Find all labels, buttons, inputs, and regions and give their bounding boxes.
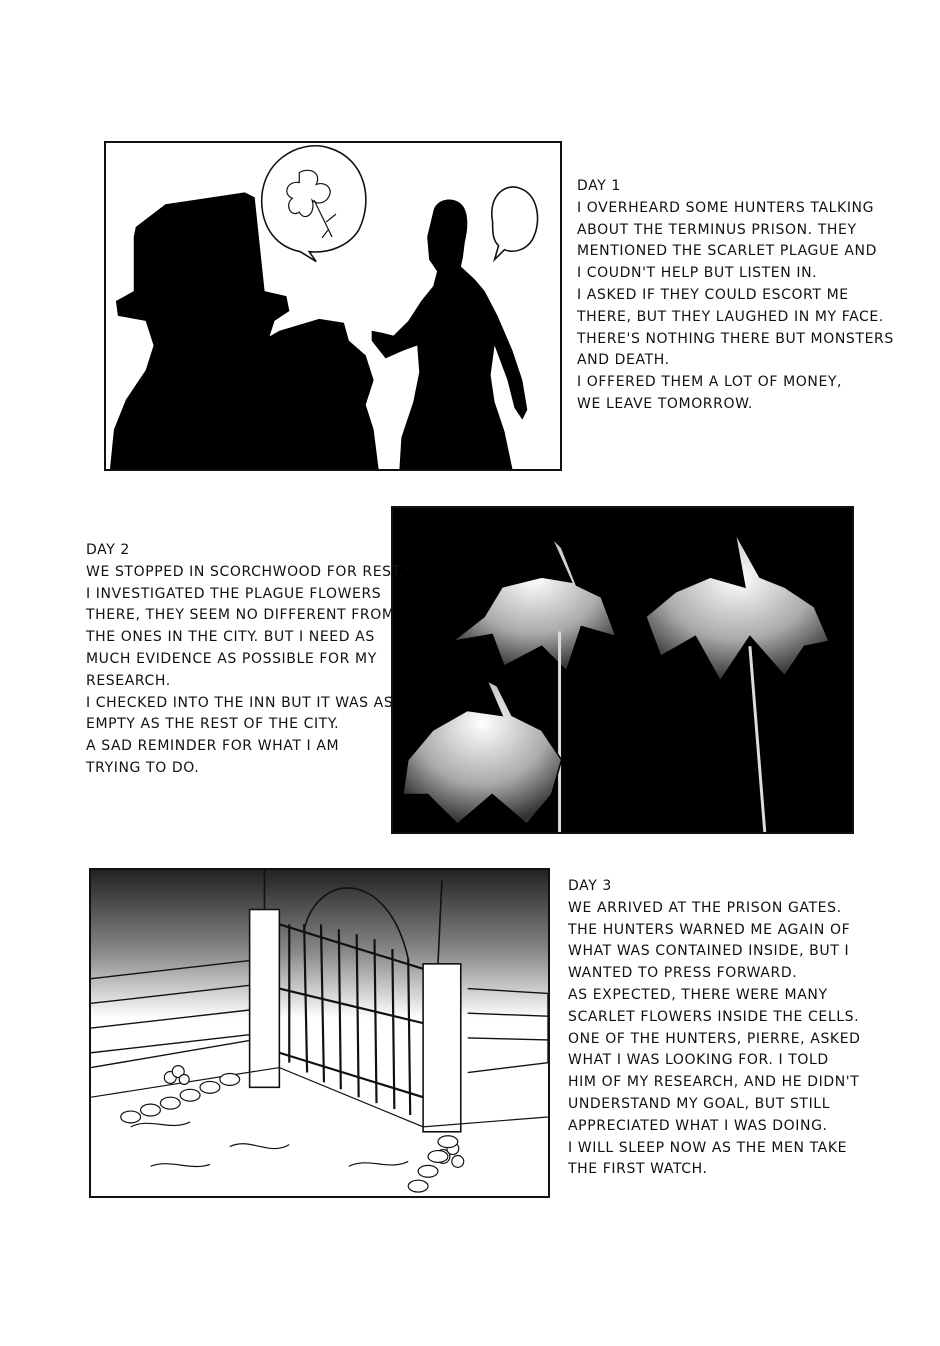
entry-line: TRYING TO DO. [86, 759, 200, 776]
flower-right [646, 533, 829, 832]
speech-bubble-flower [262, 146, 366, 262]
entry-line: AS EXPECTED, THERE WERE MANY [568, 986, 828, 1003]
entry-line: EMPTY AS THE REST OF THE CITY. [86, 716, 340, 733]
panel-plague-flowers [391, 506, 854, 834]
entry-line: ONE OF THE HUNTERS, PIERRE, ASKED [568, 1030, 861, 1047]
entry-line: THE HUNTERS WARNED ME AGAIN OF [568, 921, 851, 938]
entry-line: APPRECIATED WHAT I WAS DOING. [568, 1117, 828, 1134]
entry-line: SCARLET FLOWERS INSIDE THE CELLS. [568, 1008, 860, 1025]
journal-entry-day-3 [568, 876, 861, 1181]
journal-entry-day-2 [86, 540, 404, 780]
stone-border-right [408, 1136, 458, 1192]
entry-day-label: DAY 1 [577, 178, 621, 194]
entry-line: THE FIRST WATCH. [568, 1161, 708, 1178]
entry-line: MENTIONED THE SCARLET PLAGUE AND [577, 243, 877, 260]
entry-line: THERE'S NOTHING THERE BUT MONSTERS [577, 330, 894, 347]
entry-line: I OFFERED THEM A LOT OF MONEY, [577, 374, 843, 391]
cobblestone-ground [91, 1068, 548, 1167]
entry-day-label: DAY 2 [86, 542, 130, 558]
entry-line: HIM OF MY RESEARCH, AND HE DIDN'T [568, 1074, 860, 1091]
entry-line: AND DEATH. [577, 352, 670, 369]
entry-line: I INVESTIGATED THE PLAGUE FLOWERS [86, 585, 382, 602]
entry-line: WE LEAVE TOMORROW. [577, 395, 753, 412]
entry-line: A SAD REMINDER FOR WHAT I AM [86, 738, 340, 755]
entry-line: WHAT I WAS LOOKING FOR. I TOLD [568, 1052, 829, 1069]
entry-line: I OVERHEARD SOME HUNTERS TALKING [577, 199, 875, 216]
panel-prison-gates [89, 868, 550, 1198]
entry-line: ABOUT THE TERMINUS PRISON. THEY [577, 221, 857, 238]
entry-line: UNDERSTAND MY GOAL, BUT STILL [568, 1095, 831, 1112]
entry-line: WE STOPPED IN SCORCHWOOD FOR REST. [86, 563, 405, 580]
speech-bubble-empty [492, 187, 538, 260]
entry-line: RESEARCH. [86, 672, 171, 689]
entry-line: WE ARRIVED AT THE PRISON GATES. [568, 899, 842, 916]
entry-line: THERE, THEY SEEM NO DIFFERENT FROM [86, 607, 395, 624]
entry-line: I WILL SLEEP NOW AS THE MEN TAKE [568, 1139, 848, 1156]
entry-line: THERE, BUT THEY LAUGHED IN MY FACE. [577, 308, 884, 325]
entry-line: I CHECKED INTO THE INN BUT IT WAS AS [86, 694, 394, 711]
entry-line: THE ONES IN THE CITY. BUT I NEED AS [86, 629, 375, 646]
entry-day-label: DAY 3 [568, 878, 612, 894]
entry-line: I COUDN'T HELP BUT LISTEN IN. [577, 265, 818, 282]
entry-line: WHAT WAS CONTAINED INSIDE, BUT I [568, 943, 850, 960]
flower-bottom-left [403, 681, 562, 824]
entry-line: I ASKED IF THEY COULD ESCORT ME [577, 286, 849, 303]
entry-line: MUCH EVIDENCE AS POSSIBLE FOR MY [86, 650, 377, 667]
journal-entry-day-1 [577, 176, 894, 416]
panel-hunters-conversation [104, 141, 562, 471]
hunter-silhouette-second [245, 319, 379, 469]
entry-line: WANTED TO PRESS FORWARD. [568, 965, 798, 982]
